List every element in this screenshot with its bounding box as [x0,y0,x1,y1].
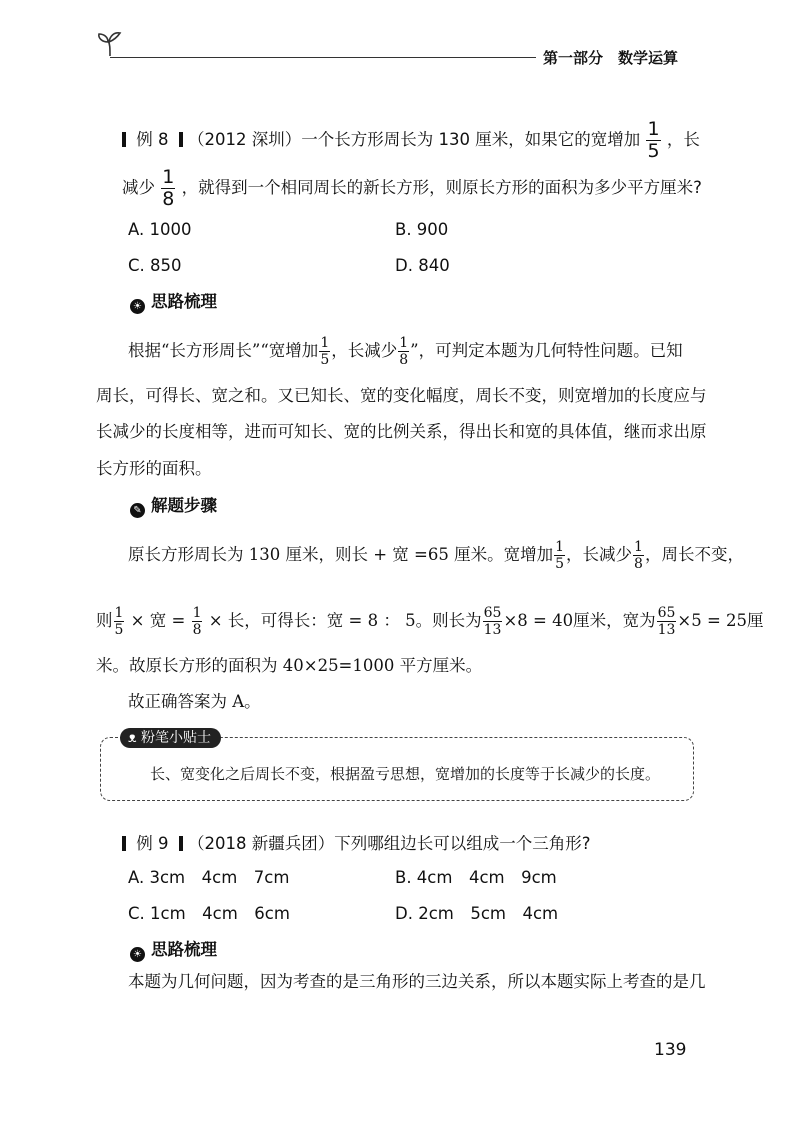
chapter-title: 第一部分 数学运算 [543,49,679,67]
ex9-thinking-heading: ☀ 思路梳理 [130,938,217,962]
thinking-heading: ☀ 思路梳理 [130,290,217,314]
ex9-option-d: D. 2cm 5cm 4cm [395,904,559,923]
ex9-thinking-line1: 本题为几何问题，因为考查的是三角形的三边关系，所以本题实际上考查的是几 [128,972,706,991]
option-c: C. 850 [128,256,182,275]
sprout-icon [96,30,126,60]
option-b: B. 900 [395,220,449,239]
example8-label: 例 8 [136,130,169,149]
example8-line1: 例 8 （2012 深圳）一个长方形周长为 130 厘米，如果它的宽增加 $\frac{1}{5}$ ，长 [122,120,700,161]
fraction-one-eighth: $\frac{1}{8}$ [162,166,175,210]
sun-icon: ☀ [130,947,145,962]
pencil-icon: ✎ [130,503,145,518]
ex9-option-b: B. 4cm 4cm 9cm [395,868,557,887]
thinking-line3: 长减少的长度相等，进而可知长、宽的比例关系，得出长和宽的具体值，继而求出原 [96,422,707,441]
thinking-line4: 长方形的面积。 [96,459,212,478]
thinking-line1: 根据“长方形周长”“宽增加 $\frac{1}{5}$ ，长减少 $\frac{1}{8}$ ”，可判定本题为几何特性问题。已知 [128,335,683,368]
tip-text: 长、宽变化之后周长不变，根据盈亏思想，宽增加的长度等于长减少的长度。 [150,765,661,783]
sun-icon: ☀ [130,299,145,314]
example9-line1: 例 9 （2018 新疆兵团）下列哪组边长可以组成一个三角形? [122,832,591,856]
answer-line: 故正确答案为 A。 [128,692,261,711]
sprout-icon: ᴥ [128,730,141,746]
example8-line2: 减少 $\frac{1}{8}$ ，就得到一个相同周长的新长方形，则原长方形的面积为多少平方厘米? [122,166,702,210]
ex9-option-a: A. 3cm 4cm 7cm [128,868,290,887]
option-d: D. 840 [395,256,450,275]
fraction-one-fifth: $\frac{1}{5}$ [647,118,660,162]
page-number: 139 [654,1040,687,1060]
steps-line1: 原长方形周长为 130 厘米，则长 + 宽 =65 厘米。宽增加 $\frac{1}{5}$ ，长减少 $\frac{1}{8}$ ，周长不变， [128,539,744,572]
example9-label: 例 9 [136,834,169,853]
header [96,30,696,70]
ex9-option-c: C. 1cm 4cm 6cm [128,904,290,923]
steps-line2: 则 $\frac{1}{5}$ × 宽 = $\frac{1}{8}$ × 长，可得长：宽 = 8 ： 5。则长为 $\frac{65}{13}$ ×8 = 40厘米，宽为 $\frac{65}{13}$ ×5 = 25厘 [96,605,764,638]
steps-line3: 米。故原长方形的面积为 40×25=1000 平方厘米。 [96,656,483,675]
steps-heading: ✎ 解题步骤 [130,494,217,518]
tip-label: ᴥ 粉笔小贴士 [120,728,221,748]
option-a: A. 1000 [128,220,192,239]
thinking-line2: 周长，可得长、宽之和。又已知长、宽的变化幅度，周长不变，则宽增加的长度应与 [96,386,707,405]
